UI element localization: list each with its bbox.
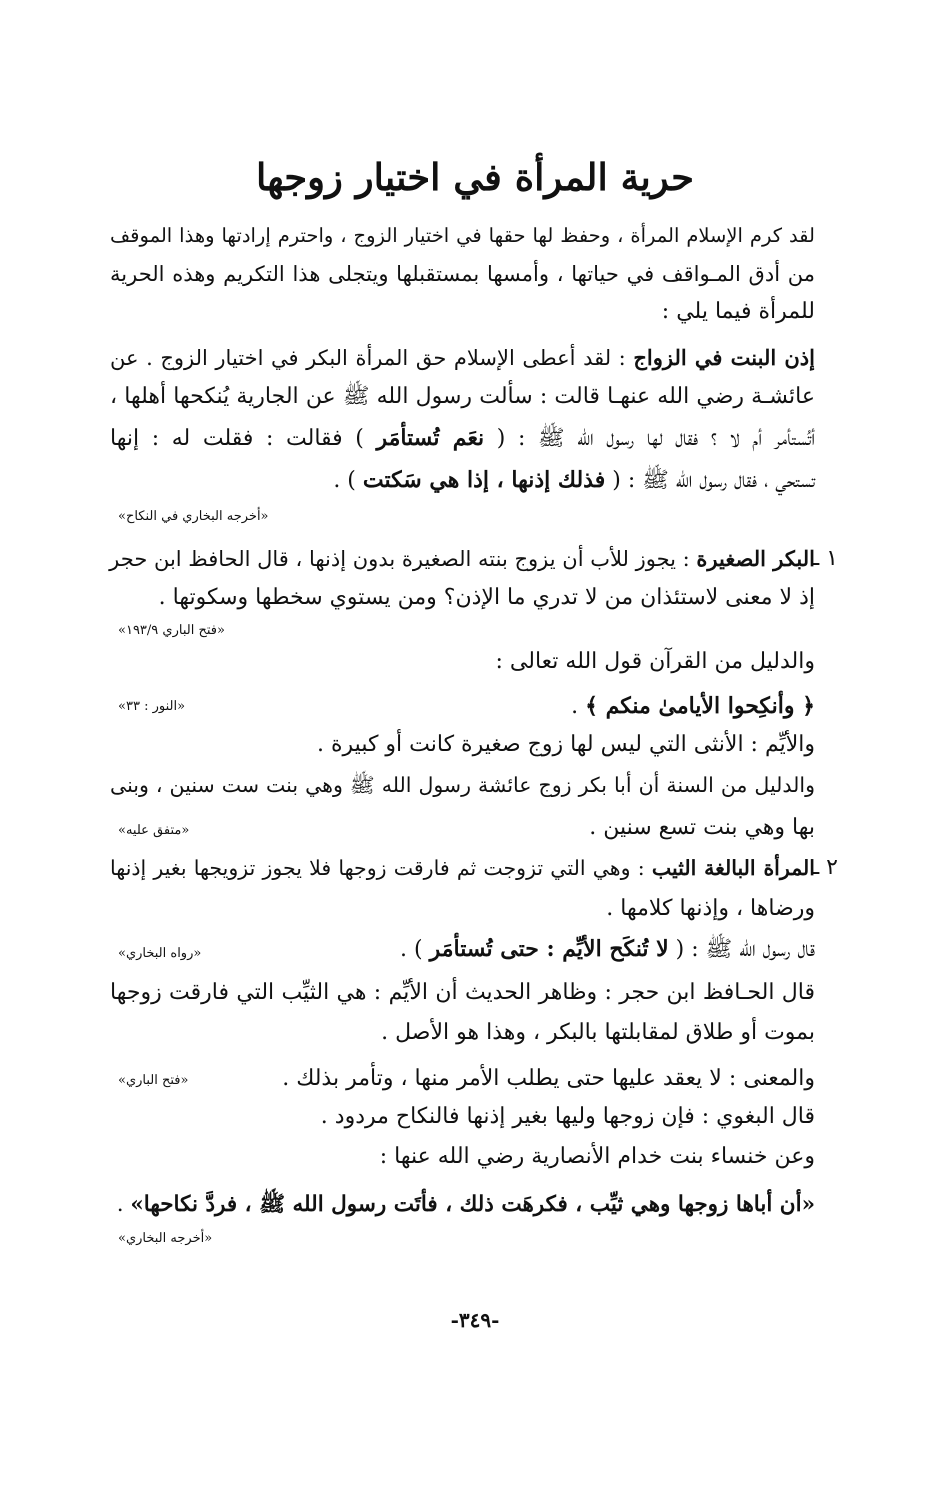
s3-line-7: قال البغوي : فإن زوجها وليها بغير إذنها فالنكاح مردود . <box>320 1104 815 1129</box>
s3-line-5: بموت أو طلاق لمقابلتها بالبكر ، وهذا هو الأصل . <box>381 1020 815 1045</box>
reference-note: «فتح الباري ١٩٣/٩» <box>118 623 225 638</box>
s3-line-9: «أن أباها زوجها وهي ثيِّب ، فكرهَت ذلك ، فأتَت رسول الله ﷺ ، فردَّ نكاحها» . <box>116 1192 815 1217</box>
quran-verse: ﴿ وأنكِحوا الأيامىٰ منكم ﴾ <box>585 693 815 719</box>
s2-heading: البكر الصغيرة <box>696 546 815 571</box>
page-number: -٣٤٩- <box>450 1308 500 1332</box>
reference-note: «أخرجه البخاري في النكاح» <box>118 509 269 524</box>
reference-note: «رواه البخاري» <box>118 946 202 961</box>
hadith-quote: «أن أباها زوجها وهي ثيِّب ، فكرهَت ذلك ، فأتَت رسول الله ﷺ ، فردَّ نكاحها» <box>130 1192 815 1217</box>
s3-heading: المرأة البالغة الثيب <box>651 856 815 880</box>
intro-line-2: من أدق المـواقف في حياتها ، وأمسها بمستقبلها ويتجلى هذا التكريم وهذه الحرية <box>110 262 815 286</box>
s1-line-3: أتُستأمر أم لا ؟ فقال لها رسول الله ﷺ : ( نعَم تُستأمَر ) فقالت : فقلت له : إنها <box>110 425 816 451</box>
s3-line-6: والمعنى : لا يعقد عليها حتى يطلب الأمر منها ، وتأمر بذلك . <box>282 1066 815 1091</box>
reference-note: «أخرجه البخاري» <box>118 1231 213 1246</box>
item-number: ٢ ـ <box>812 855 838 880</box>
hadith-quote: فذلك إذنها ، إذا هي سَكتت <box>362 467 606 493</box>
s2-line-2: إذ لا معنى لاستئذان من لا تدري ما الإذن؟ ومن يستوي سخطها وسكوتها . <box>158 585 815 610</box>
s3-line-3: قال رسول الله ﷺ : ( لا تُنكَح الأيِّم : حتى تُستأمَر ) . <box>400 936 815 962</box>
reference-note: «النور : ٣٣» <box>118 699 186 714</box>
intro-line-1: لقد كرم الإسلام المرأة ، وحفظ لها حقها في اختيار الزوج ، واحترم إرادتها وهذا الموقف <box>110 224 815 247</box>
s2-line-7: بها وهي بنت تسع سنين . <box>589 815 815 840</box>
s1-line-1: إذن البنت في الزواج : لقد أعطى الإسلام حق المرأة البكر في اختيار الزوج . عن <box>110 345 815 370</box>
s2-verse-line: ﴿ وأنكِحوا الأيامىٰ منكم ﴾ . <box>571 693 815 719</box>
reference-note: «فتح الباري» <box>118 1073 189 1088</box>
s2-line-6: والدليل من السنة أن أبا بكر زوج عائشة رسول الله ﷺ وهي بنت ست سنين ، وبنى <box>110 773 815 797</box>
hadith-quote: نعَم تُستأمَر <box>376 425 485 451</box>
s1-line-2: عائشـة رضي الله عنهـا قالت : سألت رسول الله ﷺ عن الجارية يُنكحها أهلها ، <box>110 384 815 409</box>
page-title: حرية المرأة في اختيار زوجها <box>255 155 695 199</box>
reference-note: «متفق عليه» <box>118 823 190 838</box>
s3-line-1: المرأة البالغة الثيب : وهي التي تزوجت ثم فارقت زوجها فلا يجوز تزويجها بغير إذنها <box>110 856 815 880</box>
s3-line-4: قال الحـافظ ابن حجر : وظاهر الحديث أن الأيِّم : هي الثيِّب التي فارقت زوجها <box>110 980 815 1005</box>
item-number: ١ ـ <box>812 546 838 571</box>
s2-line-3: والدليل من القرآن قول الله تعالى : <box>495 649 815 674</box>
intro-line-3: للمرأة فيما يلي : <box>661 299 815 324</box>
s1-heading: إذن البنت في الزواج <box>633 345 815 370</box>
s3-line-8: وعن خنساء بنت خدام الأنصارية رضي الله عنها : <box>379 1144 815 1169</box>
s1-line-4: تستحي ، فقال رسول الله ﷺ : ( فذلك إذنها ، إذا هي سَكتت ) . <box>333 467 815 493</box>
hadith-quote: لا تُنكَح الأيِّم : حتى تُستأمَر <box>429 936 669 962</box>
s3-line-2: ورضاها ، وإذنها كلامها . <box>606 896 815 921</box>
s2-line-5: والأيِّم : الأنثى التي ليس لها زوج صغيرة كانت أو كبيرة . <box>317 732 815 757</box>
s2-line-1: البكر الصغيرة : يجوز للأب أن يزوج بنته الصغيرة بدون إذنها ، قال الحافظ ابن حجر <box>109 546 815 571</box>
